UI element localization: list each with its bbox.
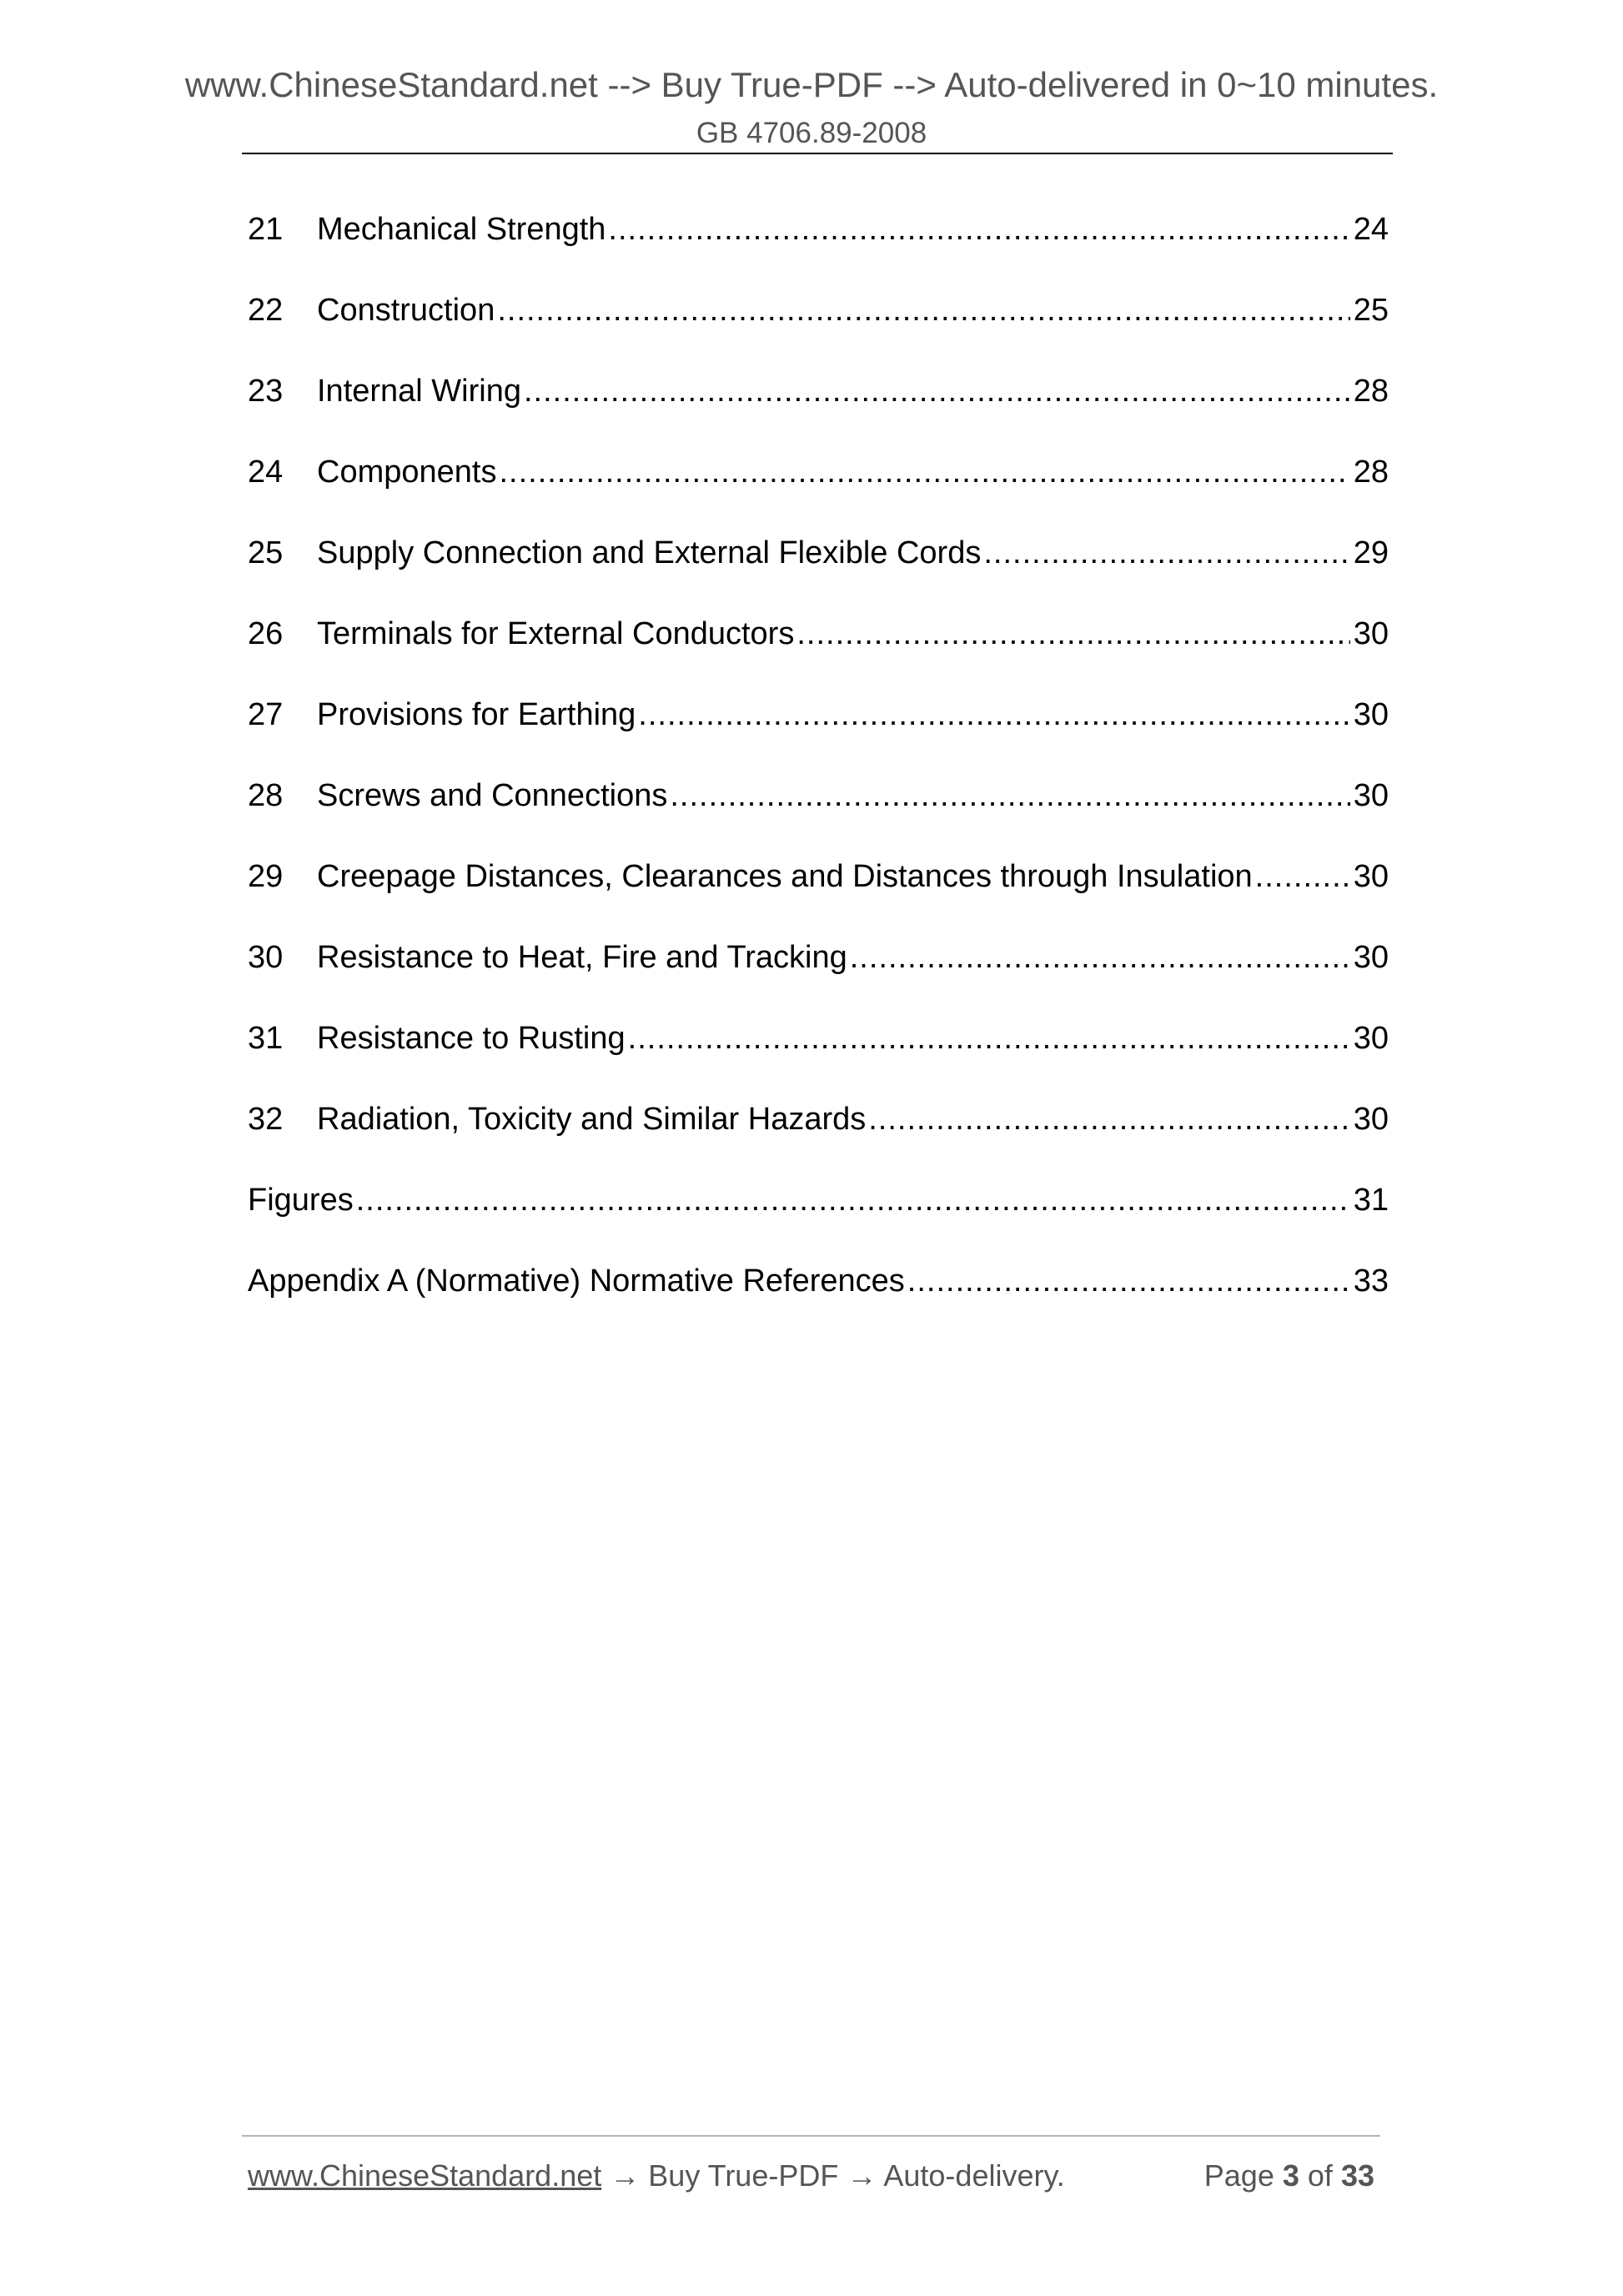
page-current: 3: [1282, 2158, 1299, 2193]
toc-entry-number: 28: [248, 778, 284, 813]
toc-entry-31[interactable]: [248, 1009, 1389, 1090]
toc-entry-page: 25: [1353, 293, 1389, 328]
toc-entry-number: 21: [248, 212, 284, 247]
toc-dot-leader: [356, 1171, 1350, 1229]
toc-entry-page: 30: [1353, 697, 1389, 732]
toc-entry-28[interactable]: [248, 766, 1389, 847]
toc-dot-leader: [499, 443, 1349, 501]
footer-buy-text: Buy True-PDF: [648, 2158, 839, 2193]
toc-entry-title: Screws and Connections: [317, 778, 668, 813]
toc-entry-title: Radiation, Toxicity and Similar Hazards: [317, 1102, 867, 1137]
toc-entry-appendix-a[interactable]: [248, 1252, 1389, 1333]
toc-entry-30[interactable]: [248, 928, 1389, 1009]
toc-entry-page: 30: [1353, 859, 1389, 894]
toc-entry-title: Construction: [317, 293, 495, 328]
toc-entry-title: Resistance to Rusting: [317, 1021, 626, 1056]
toc-dot-leader: [1255, 847, 1350, 906]
toc-entry-page: 33: [1353, 1264, 1389, 1299]
toc-entry-title: Appendix A (Normative) Normative References: [248, 1264, 905, 1299]
toc-dot-leader: [608, 200, 1349, 259]
toc-entry-24[interactable]: [248, 443, 1389, 524]
toc-entry-number: 25: [248, 535, 284, 570]
toc-dot-leader: [628, 1009, 1350, 1068]
toc-dot-leader: [670, 766, 1349, 825]
toc-entry-27[interactable]: [248, 686, 1389, 766]
document-code: GB 4706.89-2008: [696, 117, 927, 149]
toc-entry-figures[interactable]: [248, 1171, 1389, 1252]
toc-entry-32[interactable]: [248, 1090, 1389, 1171]
toc-entry-26[interactable]: [248, 605, 1389, 686]
footer-divider: [242, 2135, 1380, 2137]
table-of-contents: [248, 200, 1389, 1333]
toc-entry-29[interactable]: [248, 847, 1389, 928]
toc-entry-title: Figures: [248, 1183, 354, 1218]
page-of: of: [1307, 2158, 1333, 2193]
toc-entry-page: 30: [1353, 940, 1389, 975]
header-banner: www.ChineseStandard.net --> Buy True-PDF --> Auto-delivered in 0~10 minutes.: [184, 65, 1439, 104]
page-total: 33: [1340, 2158, 1374, 2193]
toc-entry-23[interactable]: [248, 362, 1389, 443]
toc-entry-number: 24: [248, 455, 284, 490]
toc-entry-page: 30: [1353, 1021, 1389, 1056]
toc-entry-title: Provisions for Earthing: [317, 697, 636, 732]
page-prefix: Page: [1203, 2158, 1274, 2193]
toc-entry-number: 31: [248, 1021, 284, 1056]
toc-entry-page: 28: [1353, 455, 1389, 490]
toc-entry-title: Creepage Distances, Clearances and Distances through Insulation: [317, 859, 1253, 894]
toc-entry-title: Terminals for External Conductors: [317, 616, 795, 651]
footer-promo: [248, 2158, 1065, 2193]
toc-entry-page: 28: [1353, 374, 1389, 409]
toc-dot-leader: [868, 1090, 1349, 1148]
toc-dot-leader: [907, 1252, 1350, 1310]
toc-entry-title: Mechanical Strength: [317, 212, 606, 247]
toc-entry-page: 30: [1353, 778, 1389, 813]
toc-dot-leader: [497, 281, 1349, 339]
right-arrow-icon: →: [847, 2158, 877, 2193]
toc-dot-leader: [638, 686, 1349, 744]
toc-entry-number: 30: [248, 940, 284, 975]
toc-dot-leader: [796, 605, 1349, 663]
toc-entry-number: 26: [248, 616, 284, 651]
toc-entry-page: 29: [1353, 535, 1389, 570]
toc-dot-leader: [524, 362, 1350, 420]
toc-entry-page: 24: [1353, 212, 1389, 247]
toc-dot-leader: [850, 928, 1350, 987]
toc-entry-title: Components: [317, 455, 497, 490]
toc-entry-title: Internal Wiring: [317, 374, 521, 409]
toc-dot-leader: [983, 524, 1349, 582]
right-arrow-icon: →: [610, 2158, 641, 2193]
toc-entry-25[interactable]: [248, 524, 1389, 605]
toc-entry-page: 30: [1353, 1102, 1389, 1137]
toc-entry-number: 27: [248, 697, 284, 732]
toc-entry-21[interactable]: [248, 200, 1389, 281]
toc-entry-page: 31: [1353, 1183, 1389, 1218]
toc-entry-number: 29: [248, 859, 284, 894]
toc-entry-22[interactable]: [248, 281, 1389, 362]
toc-entry-number: 23: [248, 374, 284, 409]
footer-delivery-text: Auto-delivery.: [883, 2158, 1065, 2193]
footer-site-link[interactable]: www.ChineseStandard.net: [248, 2158, 602, 2193]
toc-entry-number: 22: [248, 293, 284, 328]
toc-entry-title: Supply Connection and External Flexible Cords: [317, 535, 982, 570]
header-divider: [242, 153, 1393, 154]
toc-entry-page: 30: [1353, 616, 1389, 651]
toc-entry-number: 32: [248, 1102, 284, 1137]
page-indicator: [1204, 2158, 1374, 2193]
toc-entry-title: Resistance to Heat, Fire and Tracking: [317, 940, 847, 975]
